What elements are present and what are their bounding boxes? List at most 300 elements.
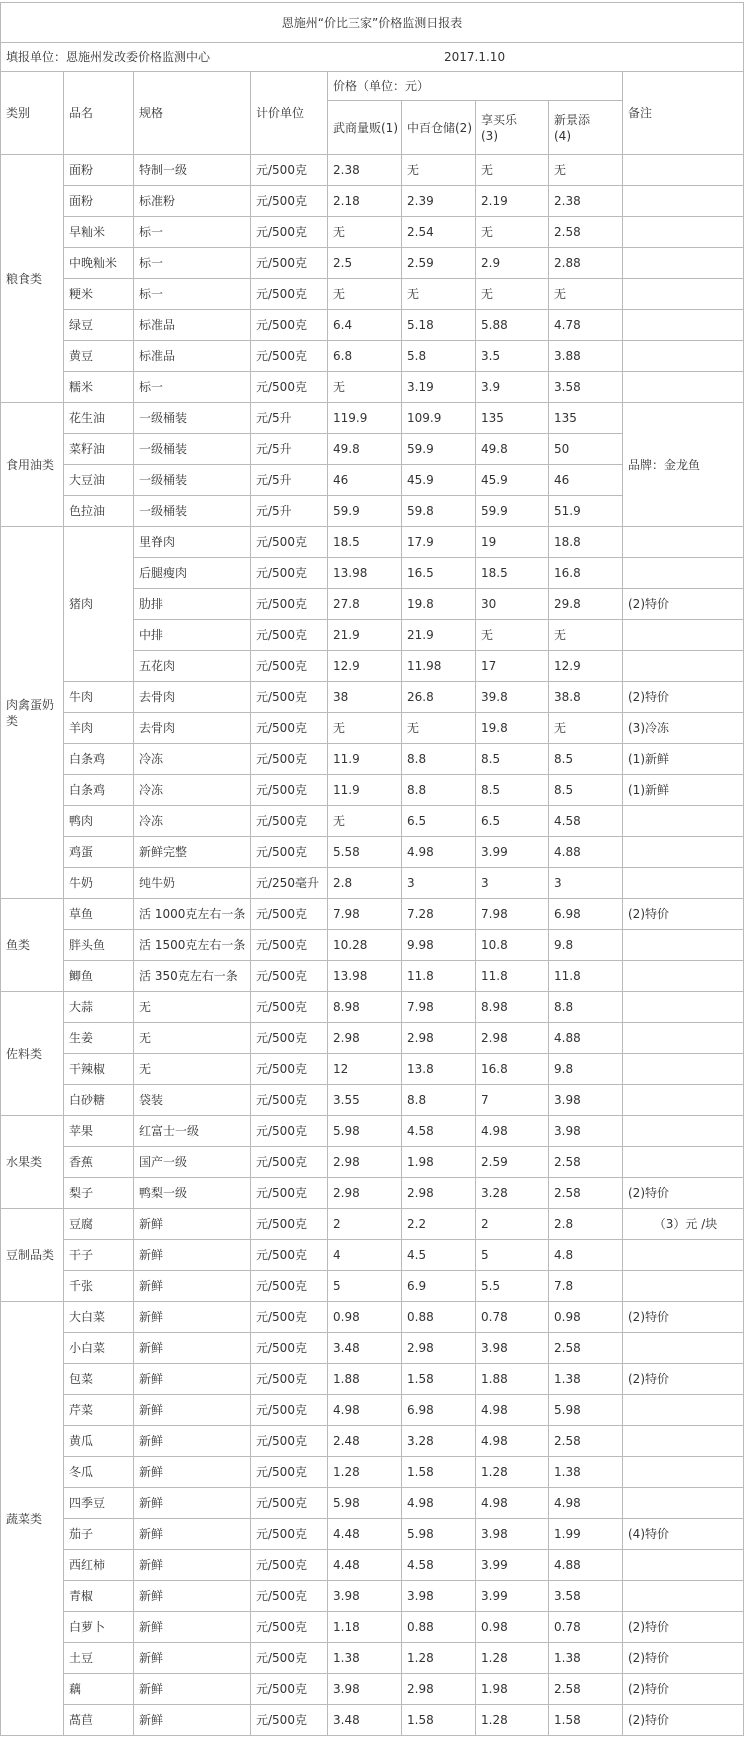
table-row bbox=[1, 310, 744, 341]
price-cell: 7.98 bbox=[328, 899, 402, 930]
price-cell: 2.8 bbox=[549, 1209, 623, 1240]
price-cell: 46 bbox=[549, 465, 623, 496]
report-date: 2017.1.10 bbox=[444, 50, 506, 64]
price-cell: 2.54 bbox=[402, 217, 476, 248]
table-row bbox=[1, 1302, 744, 1333]
price-cell: 17 bbox=[476, 651, 549, 682]
price-cell: 18.8 bbox=[549, 527, 623, 558]
item-spec: 去骨肉 bbox=[134, 713, 251, 744]
price-cell: 29.8 bbox=[549, 589, 623, 620]
item-unit: 元/500克 bbox=[251, 1240, 328, 1271]
price-cell: 1.58 bbox=[402, 1364, 476, 1395]
price-cell: 6.8 bbox=[328, 341, 402, 372]
item-unit: 元/500克 bbox=[251, 1147, 328, 1178]
item-spec: 一级桶装 bbox=[134, 434, 251, 465]
table-row bbox=[1, 837, 744, 868]
item-spec: 新鲜 bbox=[134, 1426, 251, 1457]
price-cell: 2.58 bbox=[549, 1178, 623, 1209]
price-cell: 4.98 bbox=[476, 1426, 549, 1457]
table-row bbox=[1, 1147, 744, 1178]
item-spec: 无 bbox=[134, 1023, 251, 1054]
price-cell: 4.98 bbox=[402, 1488, 476, 1519]
table-row bbox=[1, 775, 744, 806]
table-row bbox=[1, 1519, 744, 1550]
item-unit: 元/500克 bbox=[251, 651, 328, 682]
table-row bbox=[1, 1612, 744, 1643]
item-name: 中晚籼米 bbox=[64, 248, 134, 279]
price-cell: 2.88 bbox=[549, 248, 623, 279]
price-cell: 2 bbox=[476, 1209, 549, 1240]
note-cell bbox=[623, 992, 744, 1023]
note-cell: (2)特价 bbox=[623, 682, 744, 713]
price-cell: 8.8 bbox=[549, 992, 623, 1023]
price-cell: 45.9 bbox=[402, 465, 476, 496]
price-cell: 2.98 bbox=[402, 1023, 476, 1054]
price-cell: 4 bbox=[328, 1240, 402, 1271]
category-cell: 鱼类 bbox=[1, 899, 64, 992]
price-cell: 50 bbox=[549, 434, 623, 465]
item-name: 大豆油 bbox=[64, 465, 134, 496]
header-store: 享买乐 (3) bbox=[476, 101, 549, 155]
table-row bbox=[1, 1457, 744, 1488]
price-cell: 2.38 bbox=[328, 155, 402, 186]
item-name: 羊肉 bbox=[64, 713, 134, 744]
item-spec: 标准品 bbox=[134, 310, 251, 341]
price-cell: 0.88 bbox=[402, 1302, 476, 1333]
table-row bbox=[1, 1085, 744, 1116]
price-cell: 6.98 bbox=[402, 1395, 476, 1426]
item-spec: 袋装 bbox=[134, 1085, 251, 1116]
price-cell: 无 bbox=[328, 713, 402, 744]
note-cell bbox=[623, 1333, 744, 1364]
item-name: 干子 bbox=[64, 1240, 134, 1271]
price-cell: 38 bbox=[328, 682, 402, 713]
item-spec: 新鲜 bbox=[134, 1612, 251, 1643]
item-spec: 新鲜 bbox=[134, 1240, 251, 1271]
price-cell: 8.98 bbox=[476, 992, 549, 1023]
price-cell: 1.88 bbox=[476, 1364, 549, 1395]
item-unit: 元/500克 bbox=[251, 713, 328, 744]
item-unit: 元/500克 bbox=[251, 1116, 328, 1147]
table-row bbox=[1, 1178, 744, 1209]
item-spec: 特制一级 bbox=[134, 155, 251, 186]
price-cell: 13.98 bbox=[328, 558, 402, 589]
item-unit: 元/500克 bbox=[251, 992, 328, 1023]
price-cell: 1.28 bbox=[476, 1705, 549, 1736]
item-name: 萵苣 bbox=[64, 1705, 134, 1736]
item-spec: 新鲜 bbox=[134, 1457, 251, 1488]
price-cell: 19.8 bbox=[476, 713, 549, 744]
item-unit: 元/500克 bbox=[251, 1612, 328, 1643]
price-cell: 2.5 bbox=[328, 248, 402, 279]
table-row bbox=[1, 341, 744, 372]
price-cell: 38.8 bbox=[549, 682, 623, 713]
price-cell: 11.98 bbox=[402, 651, 476, 682]
item-name: 小白菜 bbox=[64, 1333, 134, 1364]
item-unit: 元/500克 bbox=[251, 1550, 328, 1581]
price-cell: 30 bbox=[476, 589, 549, 620]
price-cell: 无 bbox=[328, 372, 402, 403]
item-unit: 元/250毫升 bbox=[251, 868, 328, 899]
item-spec: 活 1500克左右一条 bbox=[134, 930, 251, 961]
price-cell: 3.55 bbox=[328, 1085, 402, 1116]
item-unit: 元/500克 bbox=[251, 1209, 328, 1240]
price-cell: 4.78 bbox=[549, 310, 623, 341]
item-spec: 新鲜 bbox=[134, 1581, 251, 1612]
item-name: 牛奶 bbox=[64, 868, 134, 899]
price-cell: 10.8 bbox=[476, 930, 549, 961]
table-row bbox=[1, 1674, 744, 1705]
item-unit: 元/500克 bbox=[251, 899, 328, 930]
item-unit: 元/500克 bbox=[251, 1333, 328, 1364]
table-row bbox=[1, 217, 744, 248]
price-cell: 4.88 bbox=[549, 1550, 623, 1581]
note-cell bbox=[623, 310, 744, 341]
item-spec: 新鲜 bbox=[134, 1333, 251, 1364]
table-row bbox=[1, 1023, 744, 1054]
price-cell: 2.98 bbox=[402, 1178, 476, 1209]
item-unit: 元/500克 bbox=[251, 1395, 328, 1426]
price-cell: 1.98 bbox=[402, 1147, 476, 1178]
table-row bbox=[1, 899, 744, 930]
price-cell: 9.98 bbox=[402, 930, 476, 961]
price-cell: 无 bbox=[476, 620, 549, 651]
price-cell: 10.28 bbox=[328, 930, 402, 961]
note-cell bbox=[623, 930, 744, 961]
item-name: 黄豆 bbox=[64, 341, 134, 372]
item-spec: 标一 bbox=[134, 217, 251, 248]
table-row bbox=[1, 1240, 744, 1271]
price-cell: 2.98 bbox=[402, 1333, 476, 1364]
note-cell bbox=[623, 1426, 744, 1457]
price-cell: 4.48 bbox=[328, 1550, 402, 1581]
price-cell: 2.59 bbox=[402, 248, 476, 279]
price-cell: 2.39 bbox=[402, 186, 476, 217]
price-cell: 0.98 bbox=[476, 1612, 549, 1643]
header-unit: 计价单位 bbox=[251, 72, 328, 155]
note-cell bbox=[623, 1581, 744, 1612]
price-cell: 51.9 bbox=[549, 496, 623, 527]
header-name: 品名 bbox=[64, 72, 134, 155]
table-row bbox=[1, 248, 744, 279]
table-row bbox=[1, 1333, 744, 1364]
item-spec: 新鲜 bbox=[134, 1395, 251, 1426]
note-cell bbox=[623, 651, 744, 682]
item-name: 藕 bbox=[64, 1674, 134, 1705]
table-row bbox=[1, 1643, 744, 1674]
price-cell: 3.99 bbox=[476, 1581, 549, 1612]
price-cell: 49.8 bbox=[476, 434, 549, 465]
item-unit: 元/500克 bbox=[251, 558, 328, 589]
price-cell: 9.8 bbox=[549, 930, 623, 961]
price-cell: 无 bbox=[549, 713, 623, 744]
price-cell: 3 bbox=[549, 868, 623, 899]
price-cell: 3.98 bbox=[402, 1581, 476, 1612]
price-cell: 11.8 bbox=[549, 961, 623, 992]
note-cell bbox=[623, 341, 744, 372]
item-spec: 新鲜 bbox=[134, 1488, 251, 1519]
price-cell: 11.9 bbox=[328, 744, 402, 775]
price-cell: 2.98 bbox=[328, 1147, 402, 1178]
item-name: 鲫鱼 bbox=[64, 961, 134, 992]
price-cell: 1.98 bbox=[476, 1674, 549, 1705]
header-category: 类别 bbox=[1, 72, 64, 155]
table-row bbox=[1, 1271, 744, 1302]
item-name: 香蕉 bbox=[64, 1147, 134, 1178]
note-cell: (2)特价 bbox=[623, 1674, 744, 1705]
item-unit: 元/500克 bbox=[251, 961, 328, 992]
item-unit: 元/500克 bbox=[251, 1426, 328, 1457]
item-unit: 元/500克 bbox=[251, 1364, 328, 1395]
price-cell: 3.99 bbox=[476, 837, 549, 868]
price-cell: 0.78 bbox=[476, 1302, 549, 1333]
price-cell: 5.98 bbox=[328, 1488, 402, 1519]
item-spec: 无 bbox=[134, 1054, 251, 1085]
item-name: 白条鸡 bbox=[64, 744, 134, 775]
price-cell: 8.5 bbox=[549, 775, 623, 806]
note-cell: (3)冷冻 bbox=[623, 713, 744, 744]
item-unit: 元/500克 bbox=[251, 744, 328, 775]
price-cell: 8.5 bbox=[476, 775, 549, 806]
price-cell: 6.98 bbox=[549, 899, 623, 930]
price-cell: 4.98 bbox=[549, 1488, 623, 1519]
item-unit: 元/500克 bbox=[251, 930, 328, 961]
price-cell: 13.98 bbox=[328, 961, 402, 992]
item-spec: 一级桶装 bbox=[134, 496, 251, 527]
item-name: 糯米 bbox=[64, 372, 134, 403]
price-cell: 21.9 bbox=[402, 620, 476, 651]
table-row bbox=[1, 744, 744, 775]
price-cell: 无 bbox=[402, 155, 476, 186]
table-row bbox=[1, 1209, 744, 1240]
item-name: 粳米 bbox=[64, 279, 134, 310]
item-name: 千张 bbox=[64, 1271, 134, 1302]
note-cell: (2)特价 bbox=[623, 1612, 744, 1643]
price-cell: 8.8 bbox=[402, 775, 476, 806]
table-row bbox=[1, 186, 744, 217]
item-unit: 元/500克 bbox=[251, 1674, 328, 1705]
note-cell bbox=[623, 1116, 744, 1147]
price-cell: 59.9 bbox=[328, 496, 402, 527]
table-row bbox=[1, 1705, 744, 1736]
price-cell: 2 bbox=[328, 1209, 402, 1240]
price-cell: 16.8 bbox=[476, 1054, 549, 1085]
price-cell: 3.5 bbox=[476, 341, 549, 372]
price-cell: 3.48 bbox=[328, 1333, 402, 1364]
item-name: 黄瓜 bbox=[64, 1426, 134, 1457]
item-spec: 标一 bbox=[134, 372, 251, 403]
price-cell: 无 bbox=[549, 620, 623, 651]
item-spec: 去骨肉 bbox=[134, 682, 251, 713]
item-unit: 元/500克 bbox=[251, 1643, 328, 1674]
item-unit: 元/500克 bbox=[251, 248, 328, 279]
note-cell bbox=[623, 155, 744, 186]
price-cell: 45.9 bbox=[476, 465, 549, 496]
price-cell: 2.98 bbox=[328, 1178, 402, 1209]
table-row bbox=[1, 1395, 744, 1426]
item-unit: 元/500克 bbox=[251, 1085, 328, 1116]
item-name: 胖头鱼 bbox=[64, 930, 134, 961]
price-cell: 5.58 bbox=[328, 837, 402, 868]
category-cell: 肉禽蛋奶类 bbox=[1, 527, 64, 899]
item-spec: 标准粉 bbox=[134, 186, 251, 217]
item-name: 土豆 bbox=[64, 1643, 134, 1674]
item-name: 早籼米 bbox=[64, 217, 134, 248]
item-spec: 肋排 bbox=[134, 589, 251, 620]
note-cell bbox=[623, 868, 744, 899]
price-cell: 1.88 bbox=[328, 1364, 402, 1395]
price-cell: 17.9 bbox=[402, 527, 476, 558]
item-spec: 一级桶装 bbox=[134, 465, 251, 496]
price-cell: 27.8 bbox=[328, 589, 402, 620]
price-cell: 1.38 bbox=[549, 1364, 623, 1395]
item-name: 四季豆 bbox=[64, 1488, 134, 1519]
price-cell: 8.8 bbox=[402, 744, 476, 775]
note-cell bbox=[623, 1147, 744, 1178]
note-cell: (2)特价 bbox=[623, 1178, 744, 1209]
price-cell: 4.58 bbox=[402, 1550, 476, 1581]
table-row bbox=[1, 1550, 744, 1581]
price-cell: 4.98 bbox=[328, 1395, 402, 1426]
price-cell: 1.18 bbox=[328, 1612, 402, 1643]
price-cell: 1.28 bbox=[402, 1643, 476, 1674]
note-cell: (2)特价 bbox=[623, 589, 744, 620]
price-cell: 26.8 bbox=[402, 682, 476, 713]
price-cell: 6.4 bbox=[328, 310, 402, 341]
item-spec: 鸭梨一级 bbox=[134, 1178, 251, 1209]
item-spec: 冷冻 bbox=[134, 744, 251, 775]
table-row bbox=[1, 682, 744, 713]
table-row bbox=[1, 806, 744, 837]
header-store: 新景添 (4) bbox=[549, 101, 623, 155]
item-name: 牛肉 bbox=[64, 682, 134, 713]
item-name: 色拉油 bbox=[64, 496, 134, 527]
price-cell: 4.88 bbox=[549, 1023, 623, 1054]
price-cell: 无 bbox=[476, 279, 549, 310]
item-spec: 新鲜 bbox=[134, 1705, 251, 1736]
table-row bbox=[1, 961, 744, 992]
price-cell: 9.8 bbox=[549, 1054, 623, 1085]
note-cell bbox=[623, 961, 744, 992]
item-name: 梨子 bbox=[64, 1178, 134, 1209]
note-cell bbox=[623, 1054, 744, 1085]
item-name: 菜籽油 bbox=[64, 434, 134, 465]
item-unit: 元/500克 bbox=[251, 1581, 328, 1612]
item-name: 芹菜 bbox=[64, 1395, 134, 1426]
item-unit: 元/500克 bbox=[251, 1271, 328, 1302]
note-cell bbox=[623, 527, 744, 558]
price-cell: 1.28 bbox=[476, 1457, 549, 1488]
header-spec: 规格 bbox=[134, 72, 251, 155]
price-cell: 6.9 bbox=[402, 1271, 476, 1302]
price-cell: 49.8 bbox=[328, 434, 402, 465]
price-cell: 8.98 bbox=[328, 992, 402, 1023]
note-cell bbox=[623, 1240, 744, 1271]
price-cell: 2.8 bbox=[328, 868, 402, 899]
table-row bbox=[1, 527, 744, 558]
item-spec: 一级桶装 bbox=[134, 403, 251, 434]
price-cell: 59.9 bbox=[402, 434, 476, 465]
table-row bbox=[1, 1116, 744, 1147]
price-cell: 3 bbox=[402, 868, 476, 899]
item-spec: 新鲜 bbox=[134, 1271, 251, 1302]
item-name: 面粉 bbox=[64, 155, 134, 186]
price-cell: 3.99 bbox=[476, 1550, 549, 1581]
price-cell: 19.8 bbox=[402, 589, 476, 620]
item-unit: 元/500克 bbox=[251, 155, 328, 186]
price-cell: 4.98 bbox=[476, 1395, 549, 1426]
price-cell: 109.9 bbox=[402, 403, 476, 434]
table-row bbox=[1, 992, 744, 1023]
price-cell: 2.38 bbox=[549, 186, 623, 217]
item-spec: 新鲜 bbox=[134, 1643, 251, 1674]
price-cell: 无 bbox=[549, 155, 623, 186]
item-name: 包菜 bbox=[64, 1364, 134, 1395]
item-name: 白萝卜 bbox=[64, 1612, 134, 1643]
price-cell: 无 bbox=[328, 806, 402, 837]
price-cell: 2.59 bbox=[476, 1147, 549, 1178]
price-cell: 21.9 bbox=[328, 620, 402, 651]
item-spec: 新鲜完整 bbox=[134, 837, 251, 868]
item-unit: 元/500克 bbox=[251, 1302, 328, 1333]
price-cell: 2.98 bbox=[328, 1023, 402, 1054]
price-cell: 5.5 bbox=[476, 1271, 549, 1302]
note-cell bbox=[623, 1550, 744, 1581]
price-cell: 4.98 bbox=[402, 837, 476, 868]
price-cell: 1.38 bbox=[549, 1643, 623, 1674]
price-cell: 2.58 bbox=[549, 1674, 623, 1705]
price-cell: 19 bbox=[476, 527, 549, 558]
price-cell: 3.58 bbox=[549, 1581, 623, 1612]
price-cell: 5 bbox=[328, 1271, 402, 1302]
category-cell: 豆制品类 bbox=[1, 1209, 64, 1302]
note-cell bbox=[623, 1271, 744, 1302]
price-cell: 11.8 bbox=[476, 961, 549, 992]
price-cell: 1.28 bbox=[328, 1457, 402, 1488]
price-cell: 5.18 bbox=[402, 310, 476, 341]
table-row bbox=[1, 372, 744, 403]
price-cell: 18.5 bbox=[476, 558, 549, 589]
note-cell bbox=[623, 1023, 744, 1054]
note-cell: (4)特价 bbox=[623, 1519, 744, 1550]
report-title: 恩施州“价比三家”价格监测日报表 bbox=[1, 3, 744, 43]
item-name: 花生油 bbox=[64, 403, 134, 434]
item-unit: 元/500克 bbox=[251, 1054, 328, 1085]
price-cell: 无 bbox=[476, 155, 549, 186]
item-unit: 元/500克 bbox=[251, 372, 328, 403]
item-name: 鸭肉 bbox=[64, 806, 134, 837]
note-cell bbox=[623, 279, 744, 310]
price-cell: 11.8 bbox=[402, 961, 476, 992]
table-row bbox=[1, 155, 744, 186]
price-cell: 2.58 bbox=[549, 1333, 623, 1364]
item-unit: 元/500克 bbox=[251, 1488, 328, 1519]
category-cell: 粮食类 bbox=[1, 155, 64, 403]
table-row bbox=[1, 713, 744, 744]
item-name: 面粉 bbox=[64, 186, 134, 217]
price-cell: 3.9 bbox=[476, 372, 549, 403]
price-cell: 0.78 bbox=[549, 1612, 623, 1643]
price-cell: 4.98 bbox=[476, 1488, 549, 1519]
item-unit: 元/5升 bbox=[251, 434, 328, 465]
price-cell: 7.98 bbox=[476, 899, 549, 930]
price-cell: 59.9 bbox=[476, 496, 549, 527]
item-name: 豆腐 bbox=[64, 1209, 134, 1240]
price-cell: 7.98 bbox=[402, 992, 476, 1023]
price-cell: 4.58 bbox=[402, 1116, 476, 1147]
item-spec: 冷冻 bbox=[134, 775, 251, 806]
price-cell: 6.5 bbox=[476, 806, 549, 837]
